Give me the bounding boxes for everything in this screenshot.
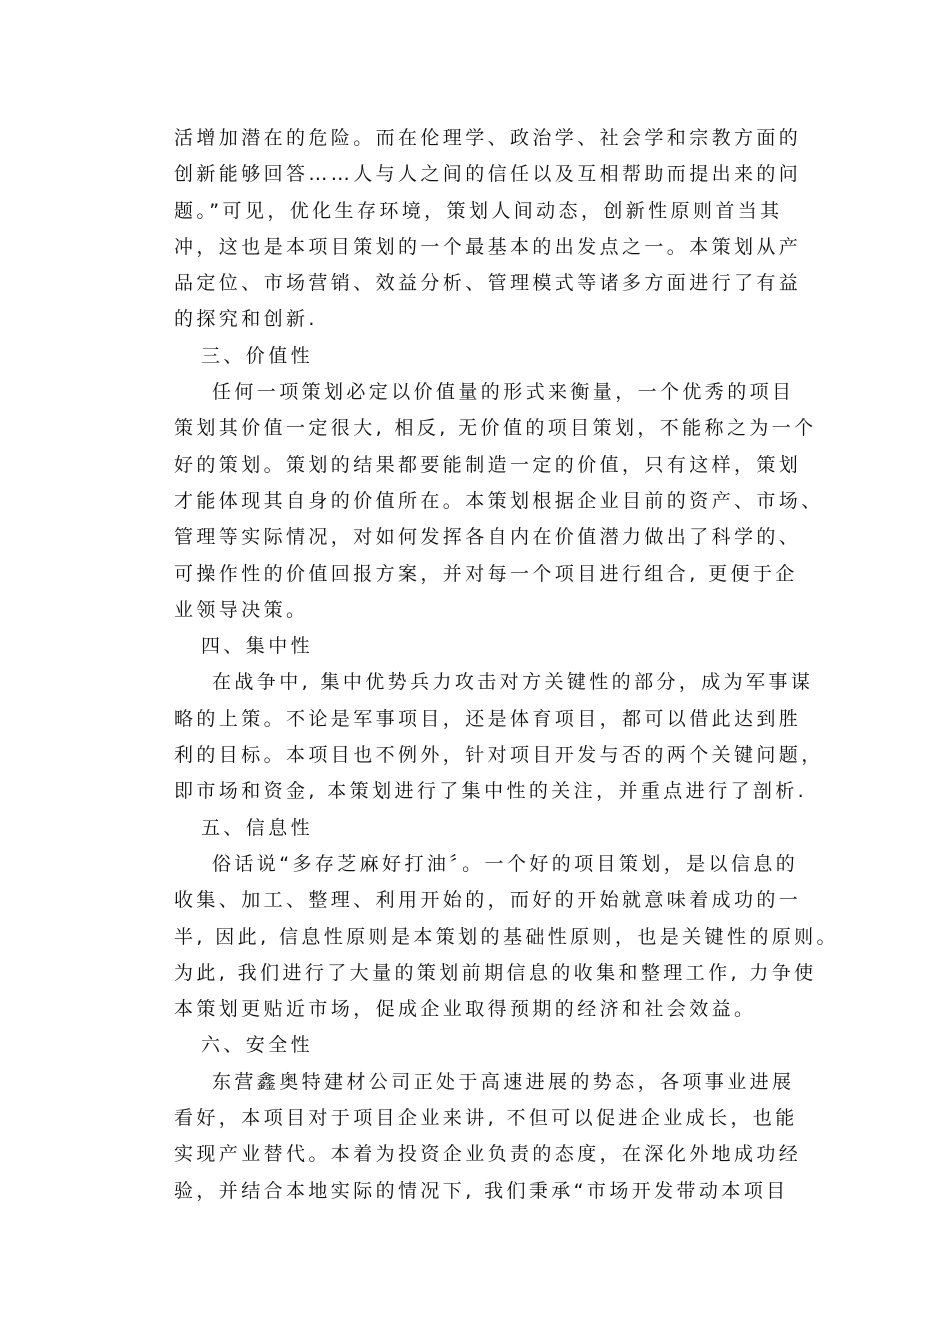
section-heading-safety: 六、安全性 [201, 1034, 314, 1057]
body-text-line: 半, 因此, 信息性原则是本策划的基础性原则，也是关键性的原则。 [174, 925, 839, 948]
body-text-line: 活增加潜在的危险。而在伦理学、政治学、社会学和宗教方面的 [174, 127, 802, 149]
body-text-line: 策划其价值一定很大, 相反, 无价值的项目策划，不能称之为一个 [174, 417, 817, 440]
paragraph-first-line: 东营鑫奥特建材公司正处于高速进展的势态，各项事业进展 [212, 1070, 795, 1093]
paragraph-first-line: 任何一项策划必定以价值量的形式来衡量，一个优秀的项目 [212, 381, 795, 404]
body-text-line: 才能体现其自身的价值所在。本策划根据企业目前的资产、市场、 [174, 489, 824, 512]
document-body [174, 120, 839, 1209]
body-text-line: 管理等实际情况，对如何发挥各自内在价值潜力做出了科学的、 [174, 526, 802, 549]
body-text-line: 收集、加工、整理、利用开始的，而好的开始就意味着成功的一 [174, 889, 802, 912]
section-heading-information: 五、信息性 [201, 816, 314, 839]
body-text-line: 品定位、市场营销、效益分析、管理模式等诸多方面进行了有益 [174, 272, 802, 295]
body-text-line: 略的上策。不论是军事项目，还是体育项目，都可以借此达到胜 [174, 707, 802, 730]
body-text-line: 为此, 我们进行了大量的策划前期信息的收集和整理工作, 力争使 [174, 961, 817, 984]
body-text-line: 验，并结合本地实际的情况下, 我们秉承“市场开发带动本项目 [174, 1179, 789, 1202]
section-heading-value: 三、价值性 [201, 344, 314, 367]
body-text-line: 即市场和资金, 本策划进行了集中性的关注，并重点进行了剖析. [174, 780, 808, 803]
body-text-line: 好的策划。策划的结果都要能制造一定的价值，只有这样，策划 [174, 453, 802, 476]
body-text-line: 题。”可见，优化生存环境，策划人间动态，创新性原则首当其 [174, 199, 783, 222]
body-text-line: 业领导决策。 [174, 598, 309, 621]
body-text-line: 的探究和创新. [174, 308, 318, 331]
body-text-line: 利的目标。本项目也不例外，针对项目开发与否的两个关键问题， [174, 744, 824, 767]
body-text-line: 冲，这也是本项目策划的一个最基本的出发点之一。本策划从产 [174, 235, 802, 258]
body-text-line: 可操作性的价值回报方案，并对每一个项目进行组合, 更便于企 [174, 562, 798, 585]
section-heading-concentration: 四、集中性 [201, 635, 314, 658]
body-text-line: 看好，本项目对于项目企业来讲, 不但可以促进企业成长，也能 [174, 1107, 798, 1130]
body-text-line: 实现产业替代。本着为投资企业负责的态度，在深化外地成功经 [174, 1143, 802, 1166]
body-text-line: 本策划更贴近市场，促成企业取得预期的经济和社会效益。 [174, 998, 757, 1021]
paragraph-first-line: 在战争中, 集中优势兵力攻击对方关键性的部分，成为军事谋 [212, 671, 814, 694]
paragraph-first-line: 俗话说“多存芝麻好打油〞。一个好的项目策划，是以信息的 [212, 852, 799, 875]
body-text-line: 创新能够回答……人与人之间的信任以及互相帮助而提出来的问 [174, 163, 802, 186]
